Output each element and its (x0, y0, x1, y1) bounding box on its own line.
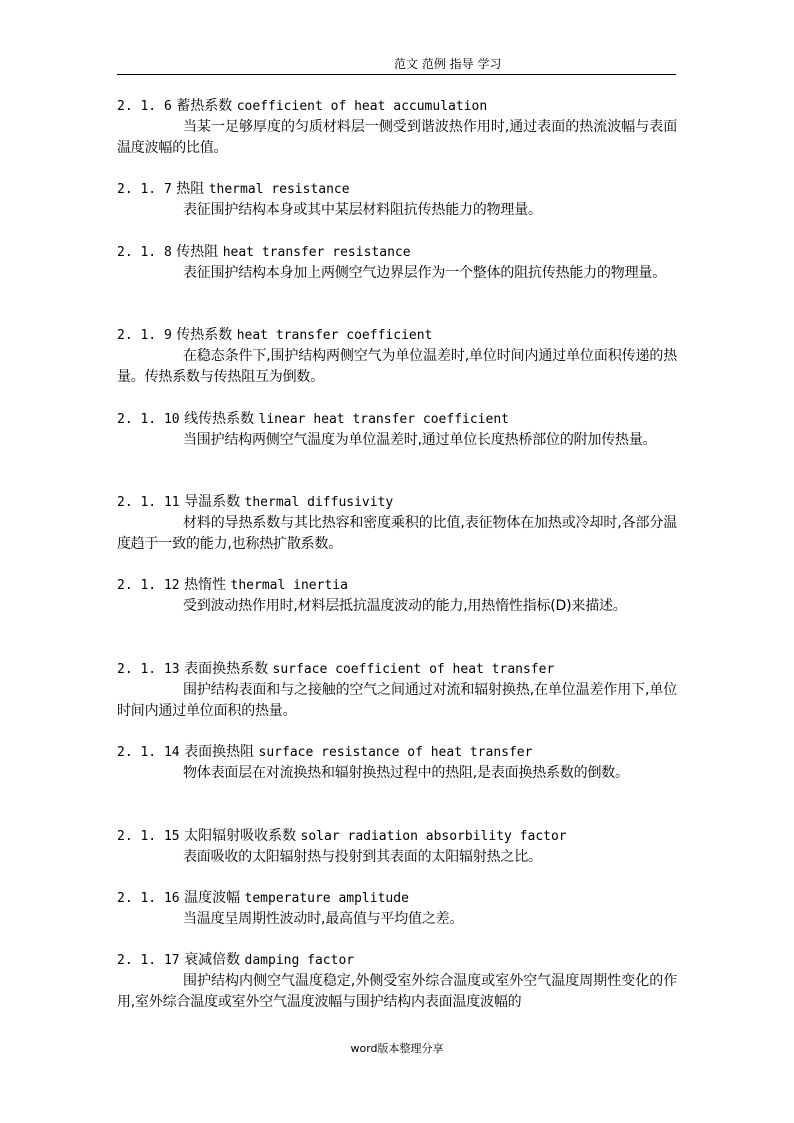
term-english: thermal inertia (230, 578, 348, 594)
term-chinese: 蓄热系数 (176, 98, 233, 114)
term-number: 2. 1. 6 (117, 99, 172, 114)
term-heading (117, 492, 677, 513)
term-english: heat transfer resistance (222, 244, 411, 260)
term-english: coefficient of heat accumulation (236, 99, 488, 114)
term-english: thermal resistance (208, 182, 350, 198)
term-english: linear heat transfer coefficient (258, 411, 509, 427)
term-entry (117, 242, 677, 325)
term-english: thermal diffusivity (244, 494, 394, 510)
term-definition: 受到波动热作用时,材料层抵抗温度波动的能力,用热惰性指标(D)来描述。 (183, 598, 627, 615)
term-heading (117, 179, 677, 200)
page-footer: word版本整理分享 (350, 1042, 444, 1055)
page-header (117, 56, 676, 75)
term-definition: 围护结构表面和与之接触的空气之间通过对流和辐射换热,在单位温差作用下,单位时间内通过单位面积的热量。 (117, 681, 677, 719)
term-number: 2. 1. 14 (117, 745, 180, 761)
term-chinese: 传热阻 (176, 243, 219, 260)
term-heading (117, 325, 677, 346)
term-chinese: 导温系数 (184, 493, 241, 510)
term-english: surface resistance of heat transfer (258, 745, 533, 761)
term-definition: 当某一足够厚度的匀质材料层一侧受到谐波热作用时,通过表面的热流波幅与表面温度波幅的比值。 (117, 119, 677, 156)
term-heading (117, 242, 677, 263)
term-heading (117, 659, 677, 680)
term-definition: 当温度呈周期性波动时,最高值与平均值之差。 (183, 910, 464, 927)
term-heading (117, 409, 677, 430)
term-english: heat transfer coefficient (236, 328, 433, 344)
term-chinese: 热阻 (176, 181, 205, 198)
term-number: 2. 1. 16 (117, 890, 180, 906)
header-text: 范文 范例 指导 学习 (394, 57, 502, 71)
term-heading (117, 742, 677, 763)
term-entry (117, 950, 677, 1033)
term-entry (117, 575, 677, 658)
term-english: damping factor (244, 953, 355, 969)
term-definition: 表征围护结构本身加上两侧空气边界层作为一个整体的阻抗传热能力的物理量。 (183, 264, 666, 281)
term-entry (117, 409, 677, 492)
term-definition: 物体表面层在对流换热和辐射换热过程中的热阻,是表面换热系数的倒数。 (183, 765, 629, 782)
term-heading (117, 575, 677, 596)
term-number: 2. 1. 8 (117, 244, 172, 260)
term-chinese: 表面换热系数 (184, 660, 269, 677)
term-chinese: 温度波幅 (184, 889, 241, 906)
term-english: surface coefficient of heat transfer (272, 661, 555, 677)
term-number: 2. 1. 11 (117, 494, 180, 510)
term-number: 2. 1. 12 (117, 578, 180, 594)
term-definition: 围护结构内侧空气温度稳定,外侧受室外综合温度或室外空气温度周期性变化的作用,室外综合温度或室外空气温度波幅与围护结构内表面温度波幅的 (117, 973, 677, 1011)
term-entry (117, 659, 677, 742)
term-heading (117, 950, 677, 971)
term-chinese: 衰减倍数 (184, 952, 241, 969)
term-number: 2. 1. 10 (117, 411, 180, 427)
term-heading (117, 96, 677, 117)
term-chinese: 表面换热阻 (184, 744, 255, 761)
term-chinese: 热惰性 (184, 577, 227, 594)
term-chinese: 太阳辐射吸收系数 (184, 827, 297, 844)
term-entry (117, 179, 677, 241)
term-entry (117, 742, 677, 825)
term-definition: 表征围护结构本身或其中某层材料阻抗传热能力的物理量。 (183, 202, 542, 219)
term-number: 2. 1. 13 (117, 661, 180, 677)
term-number: 2. 1. 17 (117, 953, 180, 969)
glossary-content (117, 96, 677, 1034)
term-english: solar radiation absorbility factor (300, 828, 567, 844)
term-heading (117, 826, 677, 847)
term-number: 2. 1. 7 (117, 182, 172, 198)
term-entry (117, 325, 677, 408)
term-definition: 材料的导热系数与其比热容和密度乘积的比值,表征物体在加热或冷却时,各部分温度趋于一致的能力,也称热扩散系数。 (117, 514, 677, 552)
term-entry (117, 96, 677, 179)
term-number: 2. 1. 15 (117, 828, 180, 844)
term-definition: 当围护结构两侧空气温度为单位温差时,通过单位长度热桥部位的附加传热量。 (183, 431, 657, 448)
term-entry (117, 492, 677, 575)
term-heading (117, 888, 677, 909)
term-definition: 在稳态条件下,围护结构两侧空气为单位温差时,单位时间内通过单位面积传递的热量。传热系数与传热阻互为倒数。 (117, 348, 677, 386)
term-chinese: 传热系数 (176, 327, 233, 344)
term-chinese: 线传热系数 (184, 410, 255, 427)
term-number: 2. 1. 9 (117, 328, 172, 344)
term-definition: 表面吸收的太阳辐射热与投射到其表面的太阳辐射热之比。 (183, 848, 542, 865)
term-english: temperature amplitude (244, 890, 409, 906)
term-entry (117, 826, 677, 888)
term-entry (117, 888, 677, 950)
